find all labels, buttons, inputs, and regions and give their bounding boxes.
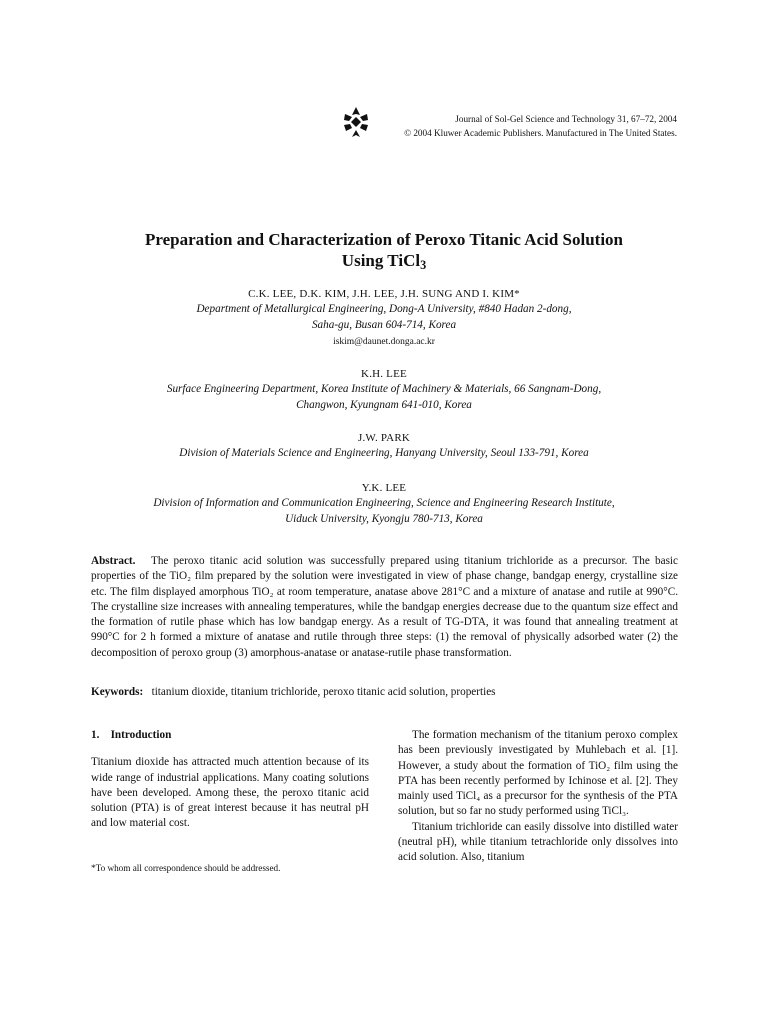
title-line-1: Preparation and Characterization of Peroxo Titanic Acid Solution <box>144 230 624 249</box>
journal-citation: Journal of Sol-Gel Science and Technology 31, 67–72, 2004 <box>455 114 677 124</box>
keywords-label: Keywords: <box>91 686 144 698</box>
title-line-2 <box>0 250 768 273</box>
affiliation-line: Division of Information and Communication Engineering, Science and Engineering Research Institute, <box>153 497 615 509</box>
abstract-text: The peroxo titanic acid solution was successfully prepared using titanium trichloride as a precursor. The basic properties of the TiO₂ film prepared by the solution were investigated in view of phase change, bandgap energy, crystalline size etc. The film displayed amorphous TiO₂ at room temperature, anatase above 281°C and a mixture of anatase and rutile at 990°C. The crystalline size increases with annealing temperatures, while the bandgap energies decrease due to the quantum size effect and the formation of rutile phase which has low bandgap energy. As a result of TG-DTA, it was found that annealing treatment at 990°C for 2 h formed a mixture of anatase and rutile through three steps: (1) the removal of physically adsorbed water (2) the decomposition of peroxo group (3) amorphous-anatase or anatase-rutile phase transformation. <box>91 555 679 659</box>
paper-title <box>0 229 768 273</box>
affiliation-line: Surface Engineering Department, Korea Institute of Machinery & Materials, 66 Sangnam-Dong, <box>166 383 602 395</box>
journal-header <box>404 112 677 140</box>
author-names: Y.K. LEE <box>361 482 407 494</box>
publisher-logo-icon <box>343 106 369 138</box>
right-column <box>398 728 678 866</box>
affiliation-line: Saha-gu, Busan 604-714, Korea <box>311 318 457 331</box>
affiliation-line: Changwon, Kyungnam 641-010, Korea <box>296 398 472 411</box>
author-names: C.K. LEE, D.K. KIM, J.H. LEE, J.H. SUNG AND I. KIM* <box>248 288 520 300</box>
abstract <box>91 554 678 661</box>
author-names: J.W. PARK <box>357 432 411 444</box>
intro-paragraph-2: The formation mechanism of the titanium peroxo complex has been previously investigated by Muhlebach et al. [1]. However, a study about the formation of TiO₂ film using the PTA has been recently performed by Ichinose et al. [2]. They mainly used TiCl₄ as a precursor for the synthesis of the PTA solution, but so far no study performed using TiCl₃. <box>398 729 678 818</box>
correspondence-footnote: *To whom all correspondence should be addressed. <box>91 863 281 873</box>
keywords-text: titanium dioxide, titanium trichloride, peroxo titanic acid solution, properties <box>151 686 496 698</box>
author-group-2 <box>0 367 768 413</box>
author-group-3 <box>0 431 768 462</box>
intro-paragraph-1: Titanium dioxide has attracted much attention because of its wide range of industrial applications. Many coating solutions have been developed. Among these, the peroxo titanic acid solution (PTA) is of great interest because it has neutral pH and low material cost. <box>91 756 369 830</box>
title-subscript: 3 <box>420 258 427 273</box>
affiliation-line: Department of Metallurgical Engineering, Dong-A University, #840 Hadan 2-dong, <box>196 303 572 315</box>
affiliation-line: Uiduck University, Kyongju 780-713, Korea <box>285 512 483 525</box>
keywords <box>91 685 678 700</box>
intro-paragraph-3: Titanium trichloride can easily dissolve into distilled water (neutral pH), while titanium tetrachloride only dissolves into acid solution. Also, titanium <box>398 820 678 864</box>
copyright-line: © 2004 Kluwer Academic Publishers. Manufactured in The United States. <box>404 128 677 138</box>
left-column <box>91 728 369 832</box>
affiliation-line: Division of Materials Science and Engineering, Hanyang University, Seoul 133-791, Korea <box>179 447 589 459</box>
abstract-label: Abstract. <box>91 555 136 567</box>
author-group-4 <box>0 481 768 527</box>
section-heading: 1. Introduction <box>91 729 172 741</box>
title-line-2-text: Using TiCl <box>341 251 421 270</box>
author-names: K.H. LEE <box>361 368 407 380</box>
author-group-1 <box>0 287 768 351</box>
author-email: iskim@daunet.donga.ac.kr <box>333 337 435 347</box>
